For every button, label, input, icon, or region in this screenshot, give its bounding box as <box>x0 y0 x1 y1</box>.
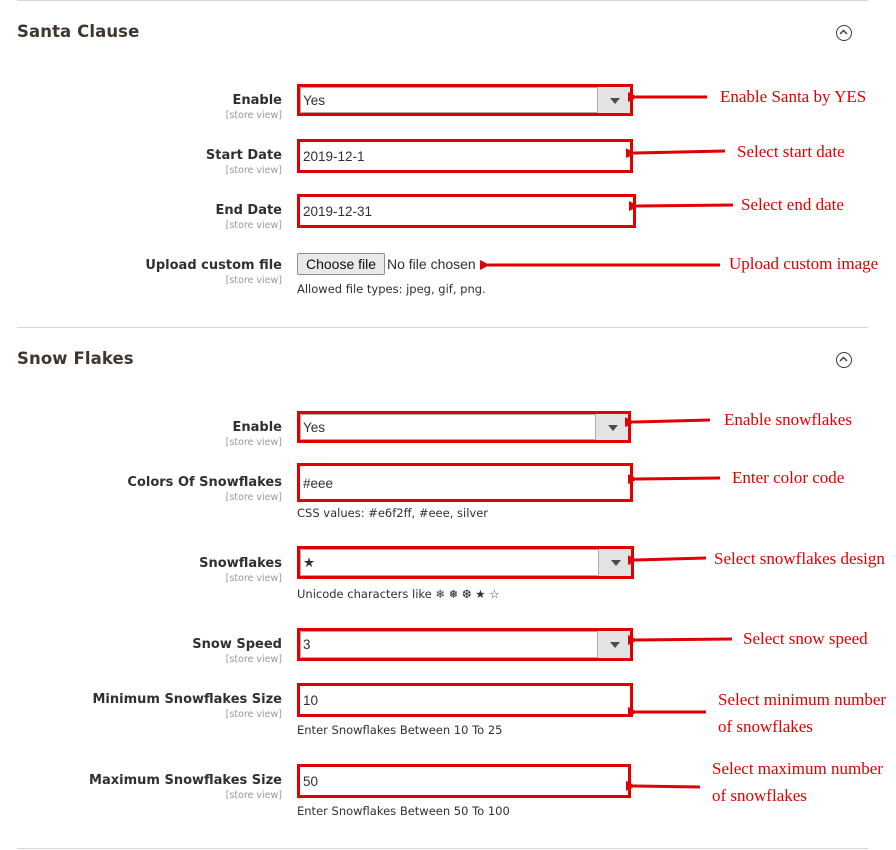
colors-note: CSS values: #e6f2ff, #eee, silver <box>297 506 489 520</box>
start-date-value: 2019-12-1 <box>303 149 365 164</box>
upload-note: Allowed file types: jpeg, gif, png. <box>297 282 486 296</box>
label-min-size: Minimum Snowflakes Size <box>92 692 282 707</box>
annotation-min-line2: of snowflakes <box>718 717 813 736</box>
min-size-note: Enter Snowflakes Between 10 To 25 <box>297 723 503 737</box>
annotation-design: Select snowflakes design <box>714 549 885 568</box>
label-speed: Snow Speed <box>192 637 282 652</box>
file-status: No file chosen <box>387 256 476 272</box>
snowflakes-value: ★ <box>303 555 316 570</box>
scope-speed: [store view] <box>225 654 282 665</box>
max-size-value: 50 <box>303 774 319 789</box>
scope-start-date: [store view] <box>225 165 282 176</box>
label-santa-enable: Enable <box>232 93 282 108</box>
end-date-value: 2019-12-31 <box>303 204 373 219</box>
label-max-size: Maximum Snowflakes Size <box>89 773 282 788</box>
label-snow-enable: Enable <box>232 420 282 435</box>
snowflakes-note: Unicode characters like ❄ ❅ ❆ ★ ☆ <box>297 587 500 601</box>
scope-upload: [store view] <box>225 275 282 286</box>
arrow-max <box>634 786 700 787</box>
choose-file-button[interactable]: Choose file <box>297 253 385 275</box>
annotation-enable-snow: Enable snowflakes <box>724 410 852 429</box>
label-colors: Colors Of Snowflakes <box>127 475 282 490</box>
annotation-max-line2: of snowflakes <box>712 786 807 805</box>
arrow-design <box>636 558 706 560</box>
scope-snow-enable: [store view] <box>225 437 282 448</box>
scope-end-date: [store view] <box>225 220 282 231</box>
section-title-santa[interactable]: Santa Clause <box>17 22 140 41</box>
label-snowflakes: Snowflakes <box>199 556 282 571</box>
scope-snowflakes: [store view] <box>225 573 282 584</box>
snow-enable-value: Yes <box>303 420 326 435</box>
arrow-enable-snow <box>633 420 710 422</box>
arrow-end-date <box>637 205 733 206</box>
label-start-date: Start Date <box>205 148 282 163</box>
scope-min-size: [store view] <box>225 709 282 720</box>
annotation-speed: Select snow speed <box>743 629 868 648</box>
label-end-date: End Date <box>215 203 282 218</box>
annotation-end-date: Select end date <box>741 195 844 214</box>
arrow-start-date <box>634 151 725 153</box>
annotation-max-line1: Select maximum number <box>712 759 883 778</box>
arrow-speed <box>636 639 732 640</box>
label-upload: Upload custom file <box>145 258 282 273</box>
arrow-color <box>636 478 720 479</box>
scope-santa-enable: [store view] <box>225 110 282 121</box>
section-title-snow[interactable]: Snow Flakes <box>17 349 134 368</box>
scope-colors: [store view] <box>225 492 282 503</box>
annotation-start-date: Select start date <box>737 142 845 161</box>
max-size-note: Enter Snowflakes Between 50 To 100 <box>297 804 510 818</box>
annotation-min-line1: Select minimum number <box>718 690 887 709</box>
scope-max-size: [store view] <box>225 790 282 801</box>
annotation-upload: Upload custom image <box>729 254 879 273</box>
speed-value: 3 <box>303 637 311 652</box>
santa-enable-value: Yes <box>303 93 326 108</box>
min-size-value: 10 <box>303 693 319 708</box>
annotation-enable-santa: Enable Santa by YES <box>720 87 867 106</box>
annotation-color: Enter color code <box>732 468 845 487</box>
colors-value: #eee <box>303 476 334 491</box>
